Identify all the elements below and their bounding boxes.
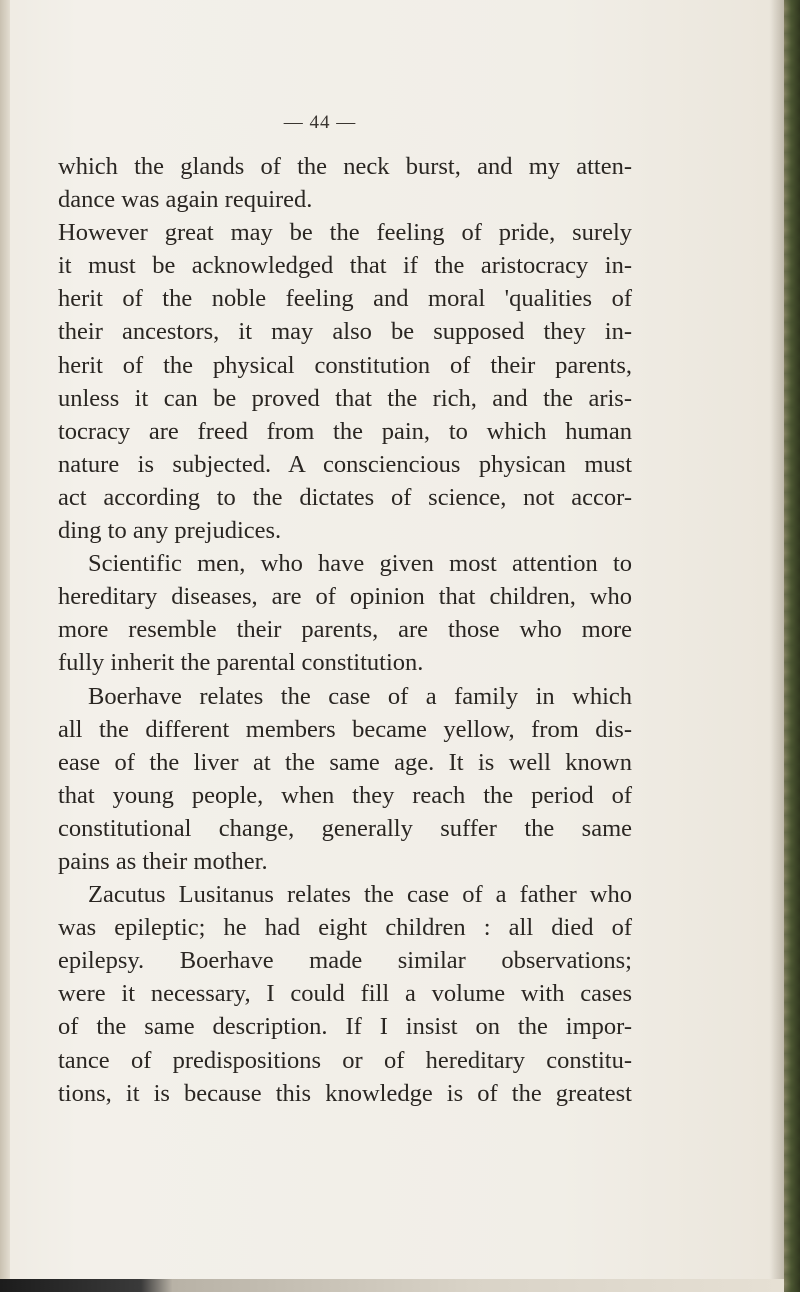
text-line: more resemble their parents, are those who more [58, 616, 632, 644]
text-line: act according to the dictates of science, not accor- [58, 483, 632, 511]
text-line: tions, it is because this knowledge is of the greatest [58, 1079, 632, 1107]
text-line: Boerhave relates the case of a family in which [88, 682, 632, 710]
page-number: — 44 — [283, 112, 357, 133]
text-line: was epileptic; he had eight children : all died of [58, 914, 632, 942]
page-left-edge [0, 0, 10, 1292]
text-line: tance of predispositions or of hereditary constitu- [58, 1046, 632, 1074]
text-line: hereditary diseases, are of opinion that children, who [58, 583, 632, 611]
text-line: epilepsy. Boerhave made similar observations; [58, 947, 632, 975]
text-line: their ancestors, it may also be supposed they in- [58, 318, 632, 346]
text-line: herit of the physical constitution of their parents, [58, 351, 632, 379]
text-line: However great may be the feeling of pride, surely [58, 219, 632, 247]
text-line: ease of the liver at the same age. It is well known [58, 748, 632, 776]
text-line: fully inherit the parental constitution. [58, 649, 424, 677]
text-line: nature is subjected. A consciencious physican must [58, 450, 632, 478]
text-line: dance was again required. [58, 186, 313, 214]
text-line: herit of the noble feeling and moral 'qualities of [58, 285, 632, 313]
text-line: of the same description. If I insist on the impor- [58, 1013, 632, 1041]
text-line: it must be acknowledged that if the aristocracy in- [58, 252, 632, 280]
text-line: that young people, when they reach the period of [58, 781, 632, 809]
book-binding [784, 0, 800, 1292]
text-line: constitutional change, generally suffer the same [58, 814, 632, 842]
body-text [58, 150, 632, 1110]
text-line: all the different members became yellow, from dis- [58, 715, 632, 743]
text-line: were it necessary, I could fill a volume with cases [58, 980, 632, 1008]
text-line: ding to any prejudices. [58, 517, 282, 545]
text-line: pains as their mother. [58, 847, 268, 875]
text-line: Scientific men, who have given most attention to [88, 550, 632, 578]
text-line: unless it can be proved that the rich, and the aris- [58, 384, 632, 412]
text-line: tocracy are freed from the pain, to which human [58, 417, 632, 445]
text-line: Zacutus Lusitanus relates the case of a father who [88, 881, 632, 909]
text-line: which the glands of the neck burst, and my atten- [58, 153, 632, 180]
binding-shadow [770, 0, 784, 1292]
scan-bottom-edge [0, 1279, 784, 1292]
